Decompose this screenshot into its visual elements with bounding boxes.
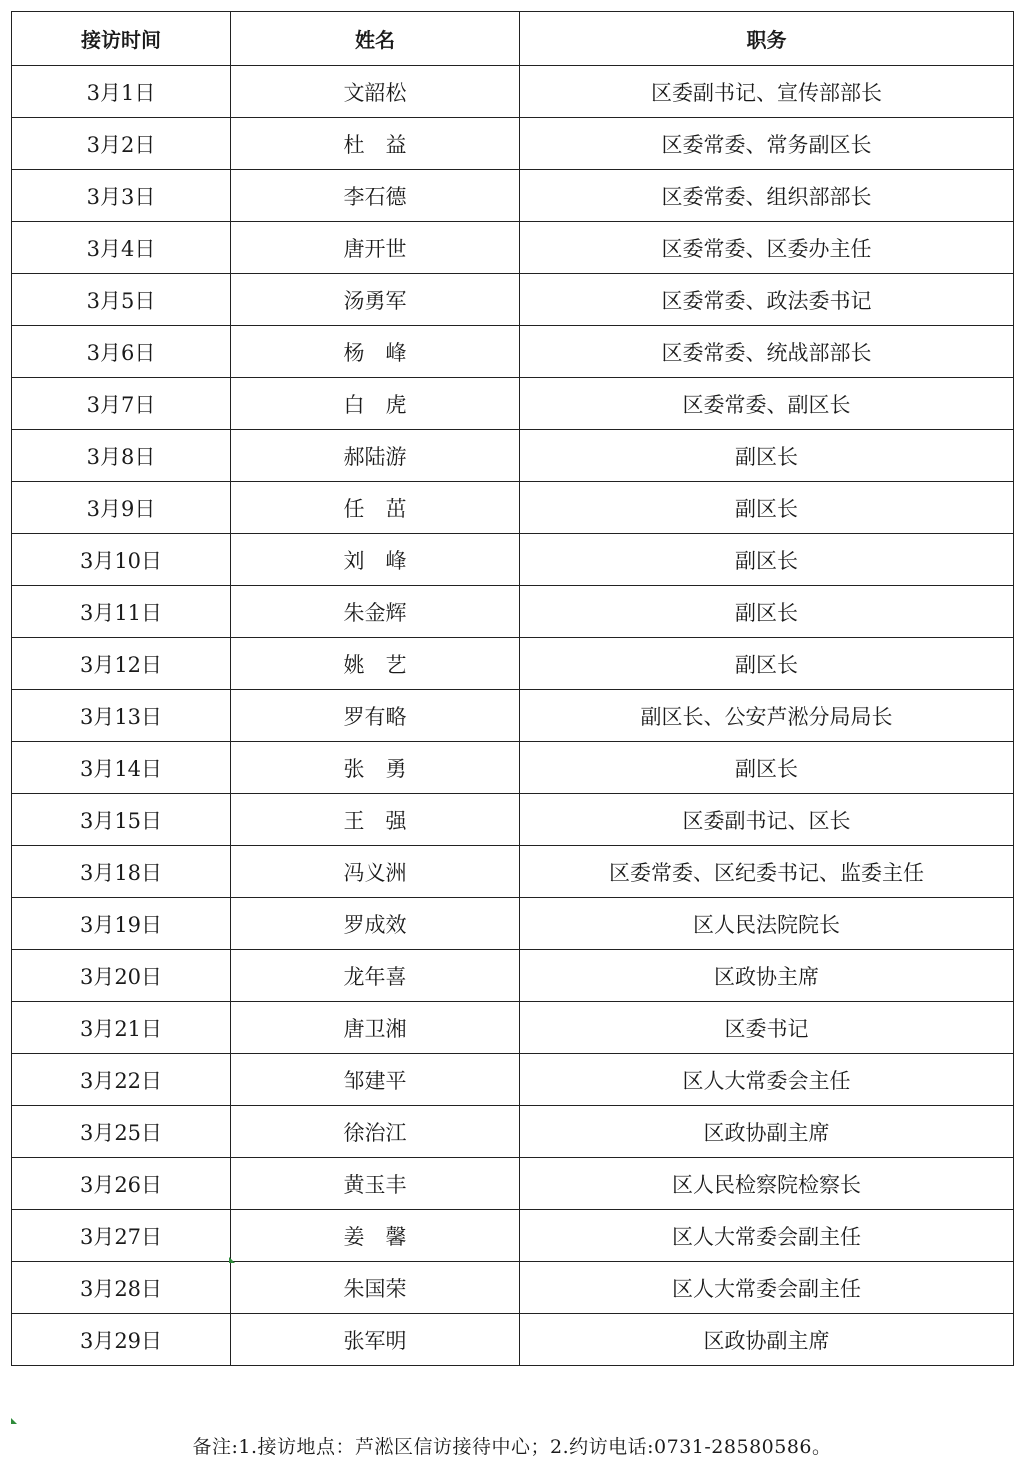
table-row	[12, 170, 1014, 222]
position-cell: 区人大常委会主任	[520, 1054, 1014, 1106]
position-cell: 副区长	[520, 430, 1014, 482]
position-cell: 区委常委、区委办主任	[520, 222, 1014, 274]
table-row	[12, 690, 1014, 742]
table-row	[12, 378, 1014, 430]
name-cell: 文韶松	[231, 66, 520, 118]
table-body	[12, 66, 1014, 1366]
name-cell: 张军明	[231, 1314, 520, 1366]
header-position: 职务	[520, 12, 1014, 66]
name-cell: 唐开世	[231, 222, 520, 274]
position-cell: 区政协副主席	[520, 1106, 1014, 1158]
position-cell: 副区长、公安芦淞分局局长	[520, 690, 1014, 742]
name-cell: 龙年喜	[231, 950, 520, 1002]
name-cell: 杨 峰	[231, 326, 520, 378]
name-cell: 朱国荣	[231, 1262, 520, 1314]
position-cell: 区委常委、统战部部长	[520, 326, 1014, 378]
name-cell: 姜 馨	[231, 1210, 520, 1262]
table-row	[12, 950, 1014, 1002]
date-cell: 3月19日	[12, 898, 231, 950]
date-cell: 3月2日	[12, 118, 231, 170]
table-row	[12, 1002, 1014, 1054]
position-cell: 区人大常委会副主任	[520, 1210, 1014, 1262]
name-cell: 冯义洲	[231, 846, 520, 898]
name-cell: 郝陆游	[231, 430, 520, 482]
position-cell: 区人大常委会副主任	[520, 1262, 1014, 1314]
position-cell: 区委常委、组织部部长	[520, 170, 1014, 222]
name-cell: 李石德	[231, 170, 520, 222]
date-cell: 3月1日	[12, 66, 231, 118]
date-cell: 3月26日	[12, 1158, 231, 1210]
date-cell: 3月27日	[12, 1210, 231, 1262]
cell-marker-icon	[229, 1257, 235, 1263]
table-header-row	[12, 12, 1014, 66]
name-cell: 汤勇军	[231, 274, 520, 326]
position-cell: 副区长	[520, 534, 1014, 586]
table-row	[12, 794, 1014, 846]
position-cell: 区委常委、副区长	[520, 378, 1014, 430]
table-row	[12, 66, 1014, 118]
position-cell: 副区长	[520, 638, 1014, 690]
table-row	[12, 326, 1014, 378]
date-cell: 3月6日	[12, 326, 231, 378]
schedule-table-container	[11, 11, 1013, 1366]
date-cell: 3月29日	[12, 1314, 231, 1366]
position-cell: 区委副书记、宣传部部长	[520, 66, 1014, 118]
date-cell: 3月12日	[12, 638, 231, 690]
reception-schedule-table	[11, 11, 1014, 1366]
date-cell: 3月22日	[12, 1054, 231, 1106]
table-row	[12, 1262, 1014, 1314]
date-cell: 3月15日	[12, 794, 231, 846]
table-row	[12, 742, 1014, 794]
name-cell: 姚 艺	[231, 638, 520, 690]
position-cell: 副区长	[520, 586, 1014, 638]
date-cell: 3月10日	[12, 534, 231, 586]
date-cell: 3月20日	[12, 950, 231, 1002]
date-cell: 3月11日	[12, 586, 231, 638]
header-date: 接访时间	[12, 12, 231, 66]
name-cell: 杜 益	[231, 118, 520, 170]
name-cell: 白 虎	[231, 378, 520, 430]
position-cell: 副区长	[520, 742, 1014, 794]
position-cell: 区委副书记、区长	[520, 794, 1014, 846]
position-cell: 区委常委、常务副区长	[520, 118, 1014, 170]
name-cell: 张 勇	[231, 742, 520, 794]
date-cell: 3月13日	[12, 690, 231, 742]
position-cell: 区政协主席	[520, 950, 1014, 1002]
date-cell: 3月28日	[12, 1262, 231, 1314]
name-cell: 罗成效	[231, 898, 520, 950]
date-cell: 3月21日	[12, 1002, 231, 1054]
table-row	[12, 1210, 1014, 1262]
table-row	[12, 586, 1014, 638]
table-row	[12, 846, 1014, 898]
name-cell: 徐治江	[231, 1106, 520, 1158]
date-cell: 3月18日	[12, 846, 231, 898]
footnote: 备注:1.接访地点：芦淞区信访接待中心；2.约访电话:0731-28580586。	[192, 1436, 832, 1458]
position-cell: 副区长	[520, 482, 1014, 534]
table-row	[12, 274, 1014, 326]
name-cell: 刘 峰	[231, 534, 520, 586]
header-name: 姓名	[231, 12, 520, 66]
table-row	[12, 898, 1014, 950]
date-cell: 3月9日	[12, 482, 231, 534]
name-cell: 朱金辉	[231, 586, 520, 638]
date-cell: 3月5日	[12, 274, 231, 326]
date-cell: 3月8日	[12, 430, 231, 482]
position-cell: 区委常委、区纪委书记、监委主任	[520, 846, 1014, 898]
table-row	[12, 430, 1014, 482]
position-cell: 区人民检察院检察长	[520, 1158, 1014, 1210]
date-cell: 3月7日	[12, 378, 231, 430]
date-cell: 3月4日	[12, 222, 231, 274]
name-cell: 邹建平	[231, 1054, 520, 1106]
name-cell: 王 强	[231, 794, 520, 846]
table-row	[12, 222, 1014, 274]
position-cell: 区委常委、政法委书记	[520, 274, 1014, 326]
table-row	[12, 534, 1014, 586]
position-cell: 区政协副主席	[520, 1314, 1014, 1366]
table-row	[12, 482, 1014, 534]
date-cell: 3月14日	[12, 742, 231, 794]
cell-marker-icon	[11, 1418, 17, 1424]
table-row	[12, 1054, 1014, 1106]
date-cell: 3月25日	[12, 1106, 231, 1158]
date-cell: 3月3日	[12, 170, 231, 222]
table-row	[12, 638, 1014, 690]
table-row	[12, 1106, 1014, 1158]
table-row	[12, 1314, 1014, 1366]
table-row	[12, 118, 1014, 170]
name-cell: 唐卫湘	[231, 1002, 520, 1054]
table-row	[12, 1158, 1014, 1210]
name-cell: 罗有略	[231, 690, 520, 742]
name-cell: 任 茁	[231, 482, 520, 534]
position-cell: 区委书记	[520, 1002, 1014, 1054]
name-cell: 黄玉丰	[231, 1158, 520, 1210]
position-cell: 区人民法院院长	[520, 898, 1014, 950]
